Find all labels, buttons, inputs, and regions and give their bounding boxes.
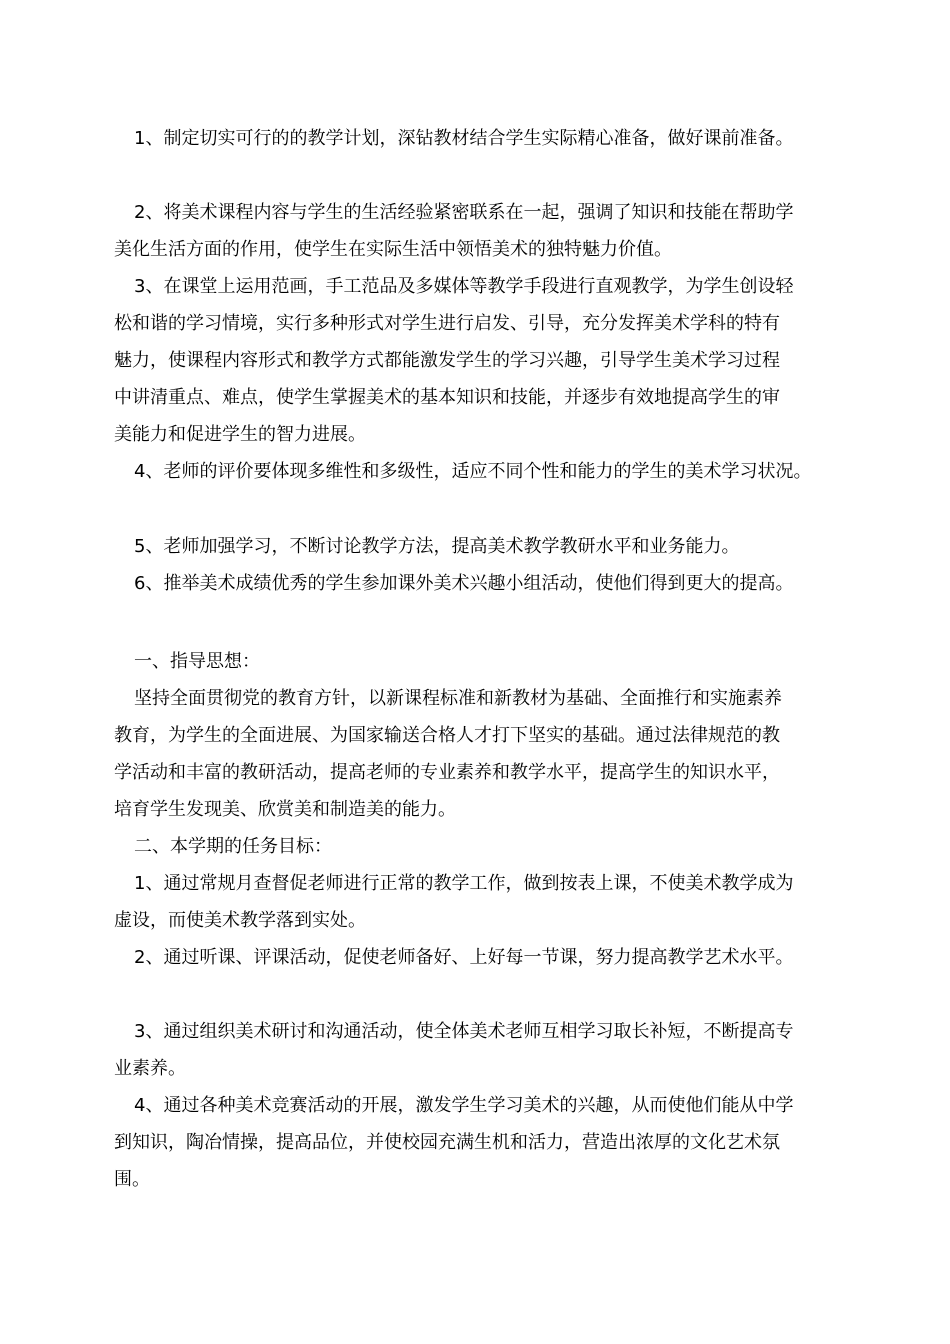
plan-item-6 <box>114 565 850 602</box>
text-line: 5、老师加强学习，不断讨论教学方法，提高美术教学教研水平和业务能力。 <box>134 536 740 557</box>
text-line: 魅力，使课程内容形式和教学方式都能激发学生的学习兴趣，引导学生美术学习过程 <box>114 350 780 371</box>
plan-item-5 <box>114 528 850 565</box>
text-line: 美能力和促进学生的智力进展。 <box>114 424 366 445</box>
text-line: 松和谐的学习情境，实行多种形式对学生进行启发、引导，充分发挥美术学科的特有 <box>114 313 780 334</box>
goal-item-4 <box>114 1087 850 1198</box>
section-heading-semester-goals <box>114 828 850 865</box>
text-line: 学活动和丰富的教研活动，提高老师的专业素养和教学水平，提高学生的知识水平， <box>114 762 780 783</box>
text-line: 6、推举美术成绩优秀的学生参加课外美术兴趣小组活动，使他们得到更大的提高。 <box>134 573 794 594</box>
goal-item-2 <box>114 939 850 976</box>
text-line: 美化生活方面的作用，使学生在实际生活中领悟美术的独特魅力价值。 <box>114 239 672 260</box>
text-line: 2、通过听课、评课活动，促使老师备好、上好每一节课，努力提高教学艺术水平。 <box>134 947 794 968</box>
plan-item-2 <box>114 194 850 268</box>
text-line: 虚设，而使美术教学落到实处。 <box>114 910 366 931</box>
text-line: 中讲清重点、难点，使学生掌握美术的基本知识和技能，并逐步有效地提高学生的审 <box>114 387 780 408</box>
text-line: 围。 <box>114 1169 150 1190</box>
section-body-guiding-ideology <box>114 680 850 828</box>
plan-item-4 <box>114 453 850 490</box>
section-heading: 一、指导思想： <box>134 651 260 672</box>
text-line: 4、老师的评价要体现多维性和多级性，适应不同个性和能力的学生的美术学习状况。 <box>134 461 812 482</box>
text-line: 到知识，陶冶情操，提高品位，并使校园充满生机和活力，营造出浓厚的文化艺术氛 <box>114 1132 780 1153</box>
text-line: 1、制定切实可行的的教学计划，深钻教材结合学生实际精心准备，做好课前准备。 <box>134 128 794 149</box>
text-line: 坚持全面贯彻党的教育方针，以新课程标准和新教材为基础、全面推行和实施素养 <box>134 688 782 709</box>
text-line: 3、在课堂上运用范画，手工范品及多媒体等教学手段进行直观教学，为学生创设轻 <box>134 276 794 297</box>
text-line: 2、将美术课程内容与学生的生活经验紧密联系在一起，强调了知识和技能在帮助学 <box>134 202 794 223</box>
text-line: 业素养。 <box>114 1058 186 1079</box>
text-line: 1、通过常规月查督促老师进行正常的教学工作，做到按表上课，不使美术教学成为 <box>134 873 794 894</box>
text-line: 3、通过组织美术研讨和沟通活动，使全体美术老师互相学习取长补短，不断提高专 <box>134 1021 794 1042</box>
text-line: 教育，为学生的全面进展、为国家输送合格人才打下坚实的基础。通过法律规范的教 <box>114 725 780 746</box>
plan-item-3 <box>114 268 850 453</box>
text-line: 4、通过各种美术竞赛活动的开展，激发学生学习美术的兴趣，从而使他们能从中学 <box>134 1095 794 1116</box>
plan-item-1 <box>114 120 850 157</box>
section-heading-guiding-ideology <box>114 643 850 680</box>
text-line: 培育学生发现美、欣赏美和制造美的能力。 <box>114 799 456 820</box>
section-heading: 二、本学期的任务目标： <box>134 836 332 857</box>
goal-item-3 <box>114 1013 850 1087</box>
goal-item-1 <box>114 865 850 939</box>
